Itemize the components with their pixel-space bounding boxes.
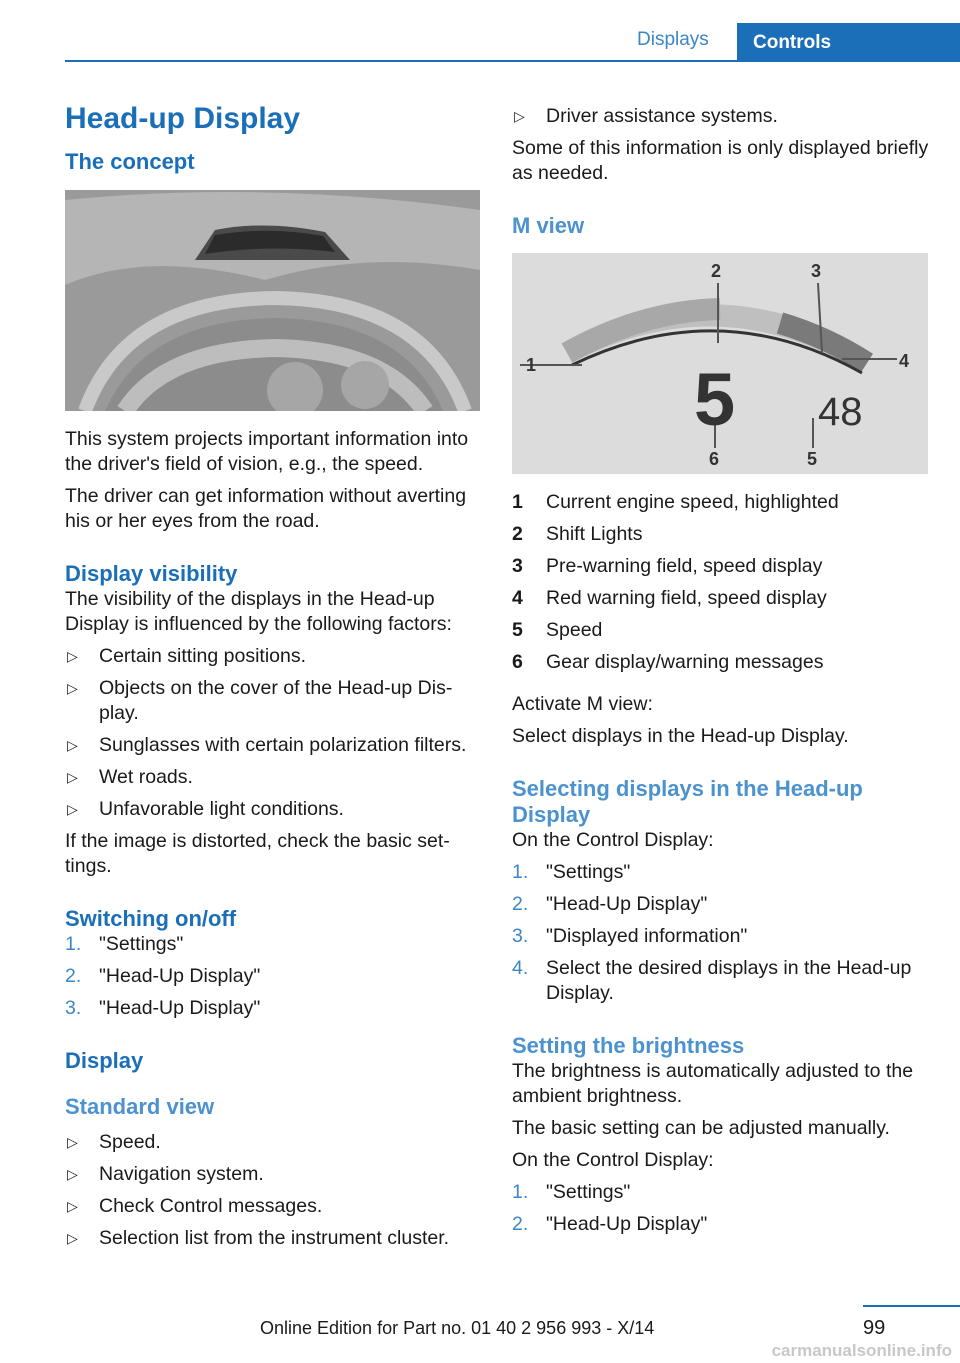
callout-6: 6 [709,449,720,469]
list-item: 6 Gear display/warning messages [512,651,824,673]
edition-footer: Online Edition for Part no. 01 40 2 956 993 - X/14 [260,1318,655,1338]
list-item: ▷ Wet roads. [67,766,193,788]
list-item: 2. "Head-Up Display" [65,965,261,987]
bullet-triangle-icon: ▷ [514,108,525,124]
mview-figure [512,253,928,474]
list-item: 1. "Settings" [512,861,631,883]
dashboard-illustration [65,190,480,411]
bullet-triangle-icon: ▷ [67,1166,78,1182]
list-item: 2. "Head-Up Display" [512,1213,708,1235]
list-item: 3. "Displayed information" [512,925,748,947]
brief-note: Some of this information is only displayed briefly as needed. [512,137,929,184]
list-item: 4. Select the desired displays in the Head-up Display. [512,957,912,1004]
page-title: Head-up Display [65,102,301,135]
standard-heading: Standard view [65,1094,215,1119]
brightness-intro: On the Control Display: [512,1149,714,1171]
list-item: ▷ Speed. [67,1131,161,1153]
speed-value: 48 [818,390,863,434]
page-number: 99 [863,1317,886,1339]
activate-text: Select displays in the Head-up Display. [512,725,849,747]
mview-heading: M view [512,213,585,238]
right-column [512,104,932,1244]
bullet-triangle-icon: ▷ [67,1134,78,1150]
bullet-triangle-icon: ▷ [67,648,78,664]
display-heading: Display [65,1048,144,1073]
footer-rule [863,1305,960,1307]
list-item: 2. "Head-Up Display" [512,893,708,915]
callout-5: 5 [807,449,818,469]
select-steps [512,860,932,1006]
list-item: ▷ Objects on the cover of the Head-up Dis‐ play. [67,677,453,724]
list-item: ▷ Check Control messages. [67,1195,323,1217]
list-item: ▷ Navigation system. [67,1163,264,1185]
gear-digit: 5 [694,358,736,441]
list-item: 3. "Head-Up Display" [65,997,261,1019]
concept-heading: The concept [65,149,195,174]
header-chapter: Controls [737,23,960,62]
standard-list [65,1130,480,1251]
bullet-triangle-icon: ▷ [67,1198,78,1214]
brightness-heading: Setting the brightness [512,1033,745,1058]
visibility-intro: The visibility of the displays in the Head-up Display is influenced by the following factors: [65,588,452,635]
bullet-triangle-icon: ▷ [67,769,78,785]
callout-2: 2 [711,261,722,281]
list-item: 1. "Settings" [65,933,184,955]
select-intro: On the Control Display: [512,829,714,851]
callout-3: 3 [811,261,822,281]
list-item: 1. "Settings" [512,1181,631,1203]
header-rule [65,60,960,62]
concept-paragraph-1: This system projects important information into the driver's field of vision, e.g., the speed. [65,428,469,475]
list-item: ▷ Certain sitting positions. [67,645,307,667]
bullet-triangle-icon: ▷ [67,737,78,753]
switch-heading: Switching on/off [65,906,237,931]
watermark: carmanualsonline.info [771,1341,952,1360]
list-item: 5 Speed [512,619,603,641]
bullet-triangle-icon: ▷ [67,801,78,817]
list-item: 1 Current engine speed, highlighted [512,491,839,513]
list-item: 2 Shift Lights [512,523,643,545]
driver-list [512,104,932,129]
header-section: Displays [637,29,709,50]
callout-1: 1 [526,355,537,375]
list-item: ▷ Unfavorable light conditions. [67,798,344,820]
callout-4: 4 [899,351,910,371]
dashboard-figure [65,190,480,411]
figure-legend [512,490,932,675]
concept-paragraph-2: The driver can get information without averting his or her eyes from the road. [65,485,467,532]
brightness-paragraph-1: The brightness is automatically adjusted to the ambient brightness. [512,1060,914,1107]
switch-steps [65,932,480,1021]
list-item: ▷ Selection list from the instrument cluster. [67,1227,450,1249]
list-item: 3 Pre-warning field, speed display [512,555,823,577]
activate-label: Activate M view: [512,693,653,715]
list-item: ▷ Driver assistance systems. [514,105,778,127]
bullet-triangle-icon: ▷ [67,1230,78,1246]
select-heading: Selecting displays in the Head-up Display [512,776,863,827]
visibility-note: If the image is distorted, check the basic set‐ tings. [65,830,450,877]
mview-illustration [512,253,928,474]
visibility-list [65,644,480,822]
left-column [65,100,480,1258]
list-item: 4 Red warning field, speed display [512,587,827,609]
bullet-triangle-icon: ▷ [67,680,78,696]
visibility-heading: Display visibility [65,561,238,586]
list-item: ▷ Sunglasses with certain polarization filters. [67,734,467,756]
brightness-paragraph-2: The basic setting can be adjusted manually. [512,1117,890,1139]
brightness-steps [512,1180,932,1237]
